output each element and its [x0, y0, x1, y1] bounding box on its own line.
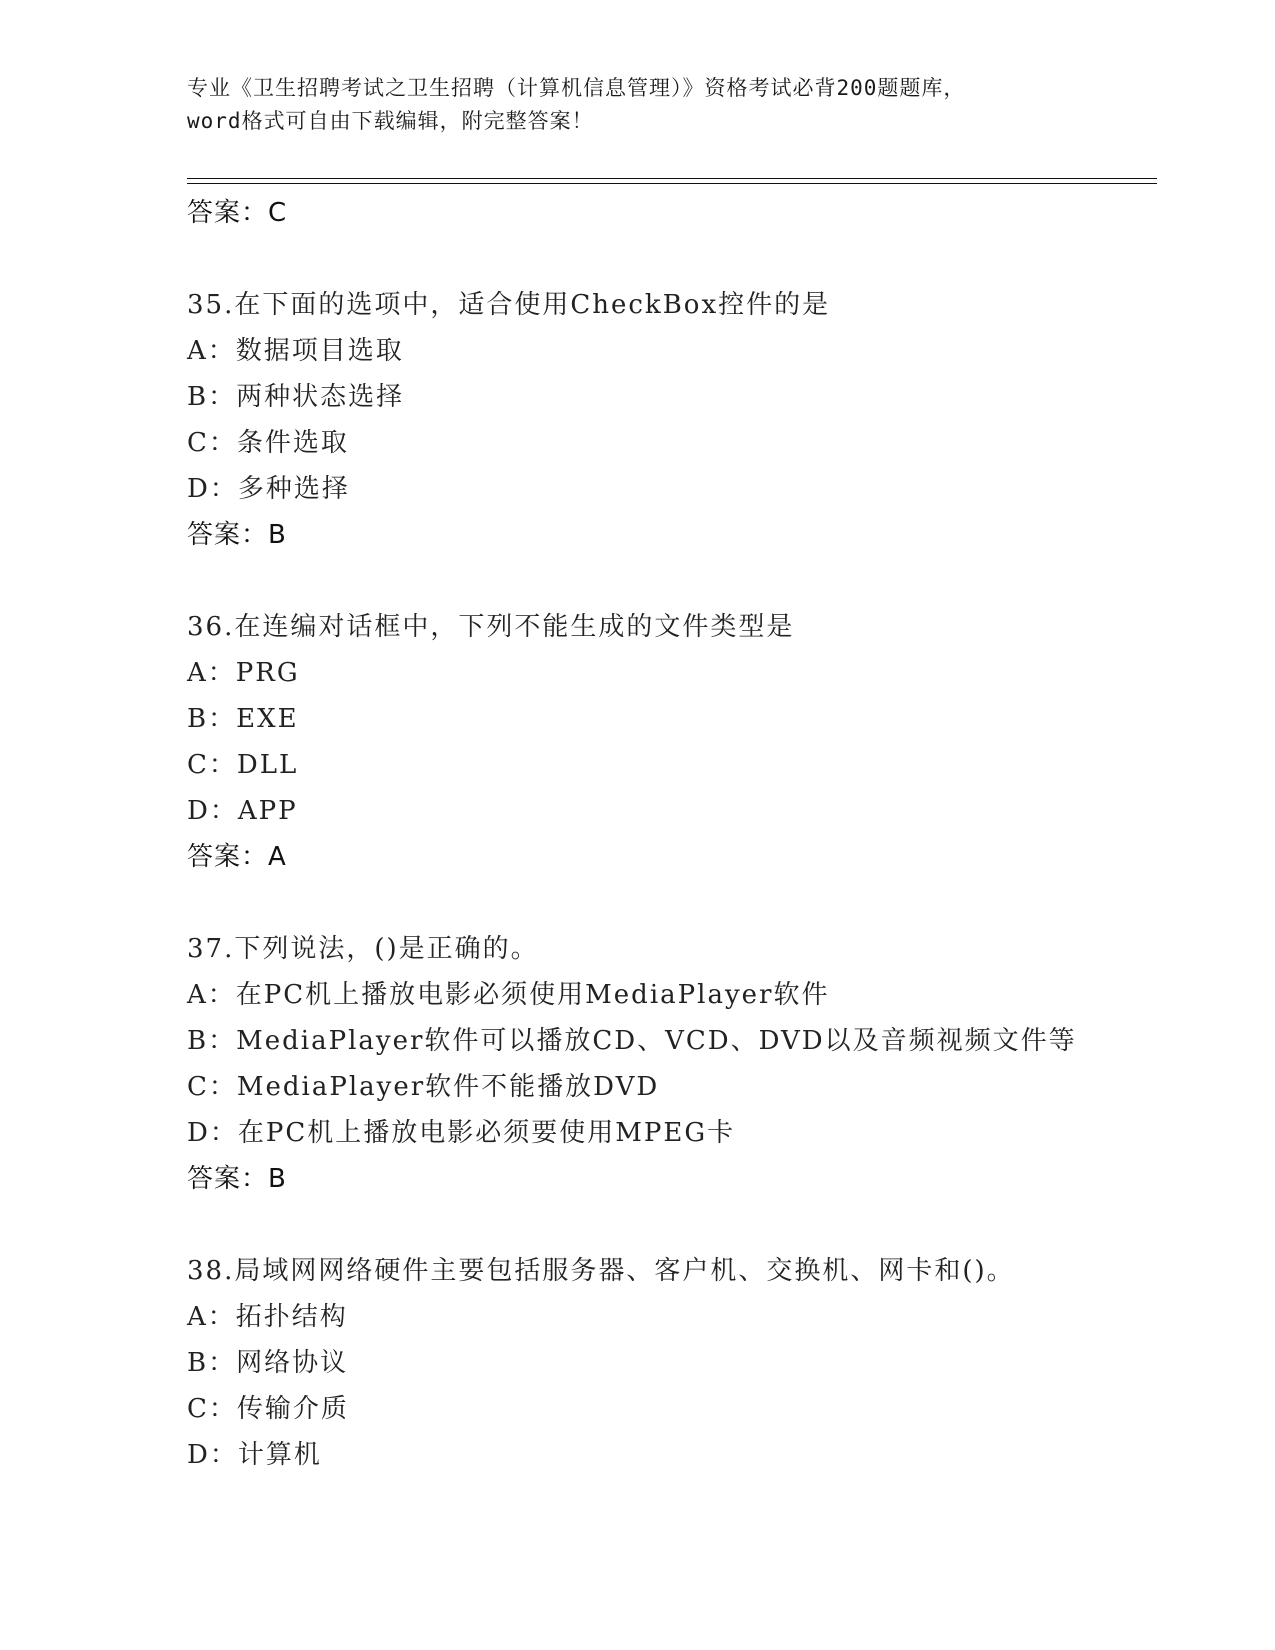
question-35-option-c: C：条件选取	[187, 428, 349, 458]
spacer	[187, 1202, 1147, 1248]
spacer	[187, 558, 1147, 604]
question-35-option-d: D：多种选择	[187, 474, 350, 504]
question-38-option-c: C：传输介质	[187, 1394, 349, 1424]
question-35-answer: 答案：B	[187, 520, 287, 550]
question-35-option-b: B：两种状态选择	[187, 382, 405, 412]
header-line-1: 专业《卫生招聘考试之卫生招聘（计算机信息管理）》资格考试必背200题题库，	[187, 76, 966, 100]
question-36-option-b: B：EXE	[187, 704, 299, 734]
question-38-option-d: D：计算机	[187, 1440, 322, 1470]
question-38-option-a: A：拓扑结构	[187, 1302, 348, 1332]
question-35-stem: 35.在下面的选项中，适合使用CheckBox控件的是	[187, 290, 831, 320]
spacer	[187, 880, 1147, 926]
question-36-option-c: C：DLL	[187, 750, 299, 780]
question-37-option-b: B：MediaPlayer软件可以播放CD、VCD、DVD以及音频视频文件等	[187, 1026, 1077, 1056]
header-line-2: word格式可自由下载编辑，附完整答案！	[187, 109, 594, 133]
question-36-stem: 36.在连编对话框中，下列不能生成的文件类型是	[187, 612, 795, 642]
header-rule-bottom	[187, 183, 1157, 184]
question-38-stem: 38.局域网网络硬件主要包括服务器、客户机、交换机、网卡和()。	[187, 1256, 1015, 1286]
question-list	[187, 190, 1147, 1478]
question-36-option-d: D：APP	[187, 796, 298, 826]
header-rule-top	[187, 178, 1157, 179]
question-36-option-a: A：PRG	[187, 658, 300, 688]
question-36-answer: 答案：A	[187, 842, 287, 872]
question-37-option-d: D：在PC机上播放电影必须要使用MPEG卡	[187, 1118, 736, 1148]
answer-prev: 答案：C	[187, 198, 288, 228]
question-37-option-a: A：在PC机上播放电影必须使用MediaPlayer软件	[187, 980, 830, 1010]
spacer	[187, 236, 1147, 282]
question-37-stem: 37.下列说法，()是正确的。	[187, 934, 539, 964]
document-header	[187, 72, 1087, 138]
question-38-option-b: B：网络协议	[187, 1348, 349, 1378]
question-35-option-a: A：数据项目选取	[187, 336, 404, 366]
question-37-option-c: C：MediaPlayer软件不能播放DVD	[187, 1072, 660, 1102]
question-37-answer: 答案：B	[187, 1164, 287, 1194]
